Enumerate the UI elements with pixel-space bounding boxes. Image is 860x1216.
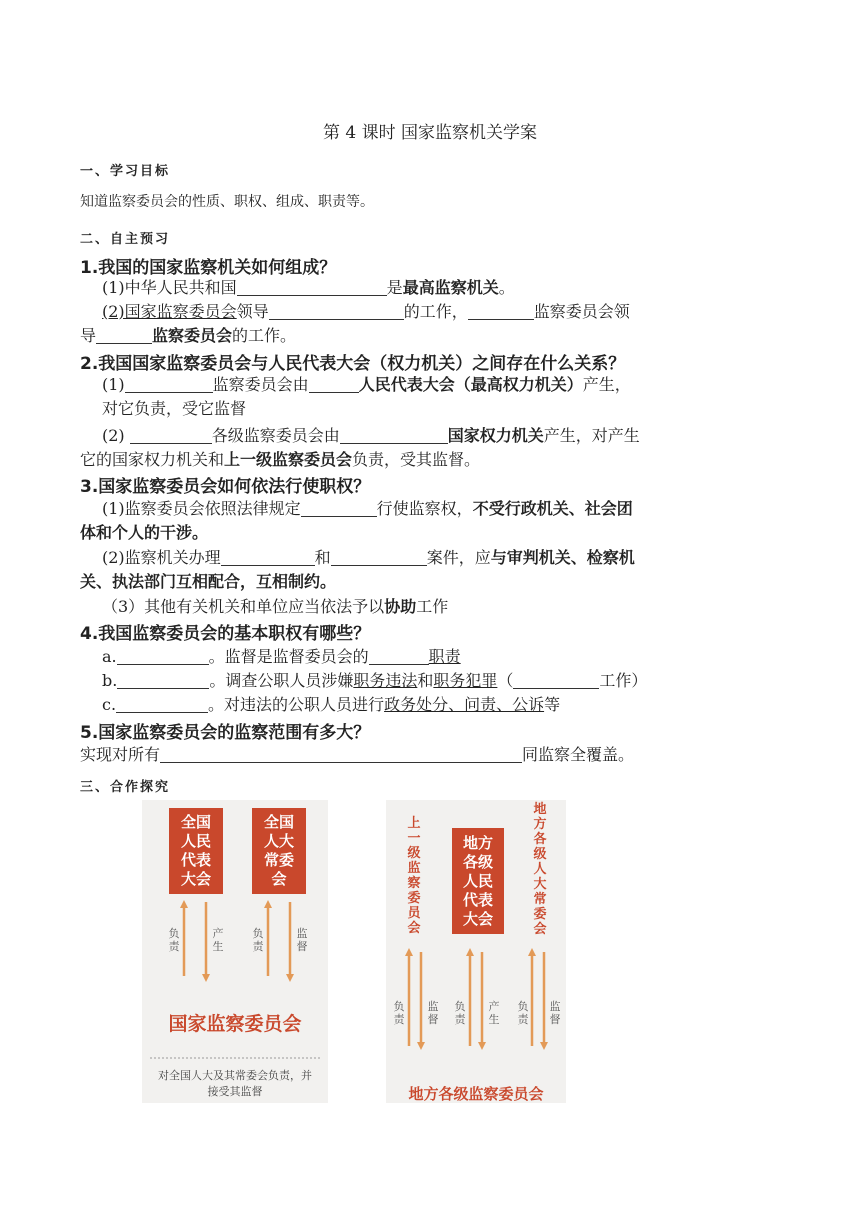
answer-blank[interactable] [269,302,404,320]
label-supervise: 监督 [549,1000,561,1026]
q4-item-a: a. 。监督是监督委员会的 职责 [102,647,461,666]
q3-line-5: （3）其他有关机关和单位应当依法予以协助工作 [102,597,449,616]
q5-line-1: 实现对所有 同监察全覆盖。 [80,745,635,764]
diagram-local [386,800,566,1103]
answer-blank[interactable] [117,647,209,665]
q2-line-2: 对它负责，受它监督 [102,399,247,418]
answer-blank[interactable] [331,548,427,566]
answer-blank[interactable] [309,375,359,393]
answer-blank[interactable] [221,548,315,566]
question-3: 3.国家监察委员会如何依法行使职权？ [80,477,371,497]
label-responsible: 负责 [393,1000,405,1026]
relation-arrows [386,800,566,1103]
q3-line-3: (2)监察机关办理 和 案件，应与审判机关、检察机 [102,548,635,567]
label-produce: 产生 [212,927,224,953]
q3-line-4: 关、执法部门互相配合，互相制约。 [80,572,337,591]
local-congress-box: 地方各级人民代表大会 [452,828,504,934]
goal-text: 知道监察委员会的性质、职权、组成、职责等。 [80,194,374,210]
q3-line-1: (1)监察委员会依照法律规定 行使监察权，不受行政机关、社会团 [102,499,633,518]
q2-line-4: 它的国家权力机关和上一级监察委员会负责，受其监督。 [80,450,481,469]
q1-line-3: 导 监察委员会的工作。 [80,326,297,345]
answer-blank[interactable] [340,426,448,444]
label-responsible: 负责 [517,1000,529,1026]
q1-line-2: (2)国家监察委员会领导 的工作， 监察委员会领 [102,302,630,321]
diagram-national [142,800,328,1103]
label-produce: 产生 [488,1000,500,1026]
label-responsible: 负责 [454,1000,466,1026]
section-heading-goals: 一、学习目标 [80,164,171,179]
answer-blank[interactable] [130,426,212,444]
section-heading-preview: 二、自主预习 [80,232,171,247]
label-responsible: 负责 [252,927,264,953]
q4-item-c: c. 。对违法的公职人员进行政务处分、问责、公诉等 [102,695,561,714]
section-heading-cooperation: 三、合作探究 [80,780,171,795]
answer-blank[interactable] [301,499,377,517]
question-5: 5.国家监察委员会的监察范围有多大？ [80,723,371,743]
npc-box: 全国人民代表大会 [169,808,223,894]
answer-blank[interactable] [125,375,213,393]
label-supervise: 监督 [427,1000,439,1026]
label-supervise: 监督 [296,927,308,953]
higher-commission-label: 上一级监察委员会 [407,816,421,936]
answer-blank[interactable] [117,671,209,689]
diagram-note: 对全国人大及其常委会负责，并接受其监督 [158,1069,312,1098]
answer-blank[interactable] [468,302,534,320]
answer-blank[interactable] [369,647,429,665]
answer-blank[interactable] [96,326,152,344]
answer-blank[interactable] [513,671,599,689]
question-2: 2.我国国家监察委员会与人民代表大会（权力机关）之间存在什么关系？ [80,354,626,374]
question-4: 4.我国监察委员会的基本职权有哪些？ [80,624,371,644]
q4-item-b: b. 。调查公职人员涉嫌职务违法和职务犯罪（ 工作） [102,671,648,690]
national-supervisory-commission-label: 国家监察委员会 [168,1013,302,1035]
answer-blank[interactable] [160,745,522,763]
q2-line-3: (2) 各级监察委员会由 国家权力机关产生，对产生 [102,426,640,445]
label-responsible: 负责 [168,927,180,953]
npc-standing-committee-box: 全国人大常委会 [252,808,306,894]
local-supervisory-commission-label: 地方各级监察委员会 [408,1085,544,1103]
doc-title: 第 4 课时 国家监察机关学案 [322,123,538,143]
q3-line-2: 体和个人的干涉。 [80,523,209,542]
local-standing-committee-label: 地方各级人大常委会 [533,802,547,937]
answer-blank[interactable] [237,278,387,296]
question-1: 1.我国的国家监察机关如何组成？ [80,258,337,278]
q1-line-1: (1)中华人民共和国 是最高监察机关。 [102,278,515,297]
q2-line-1: (1) 监察委员会由 人民代表大会（最高权力机关）产生， [102,375,631,394]
answer-blank[interactable] [116,695,208,713]
